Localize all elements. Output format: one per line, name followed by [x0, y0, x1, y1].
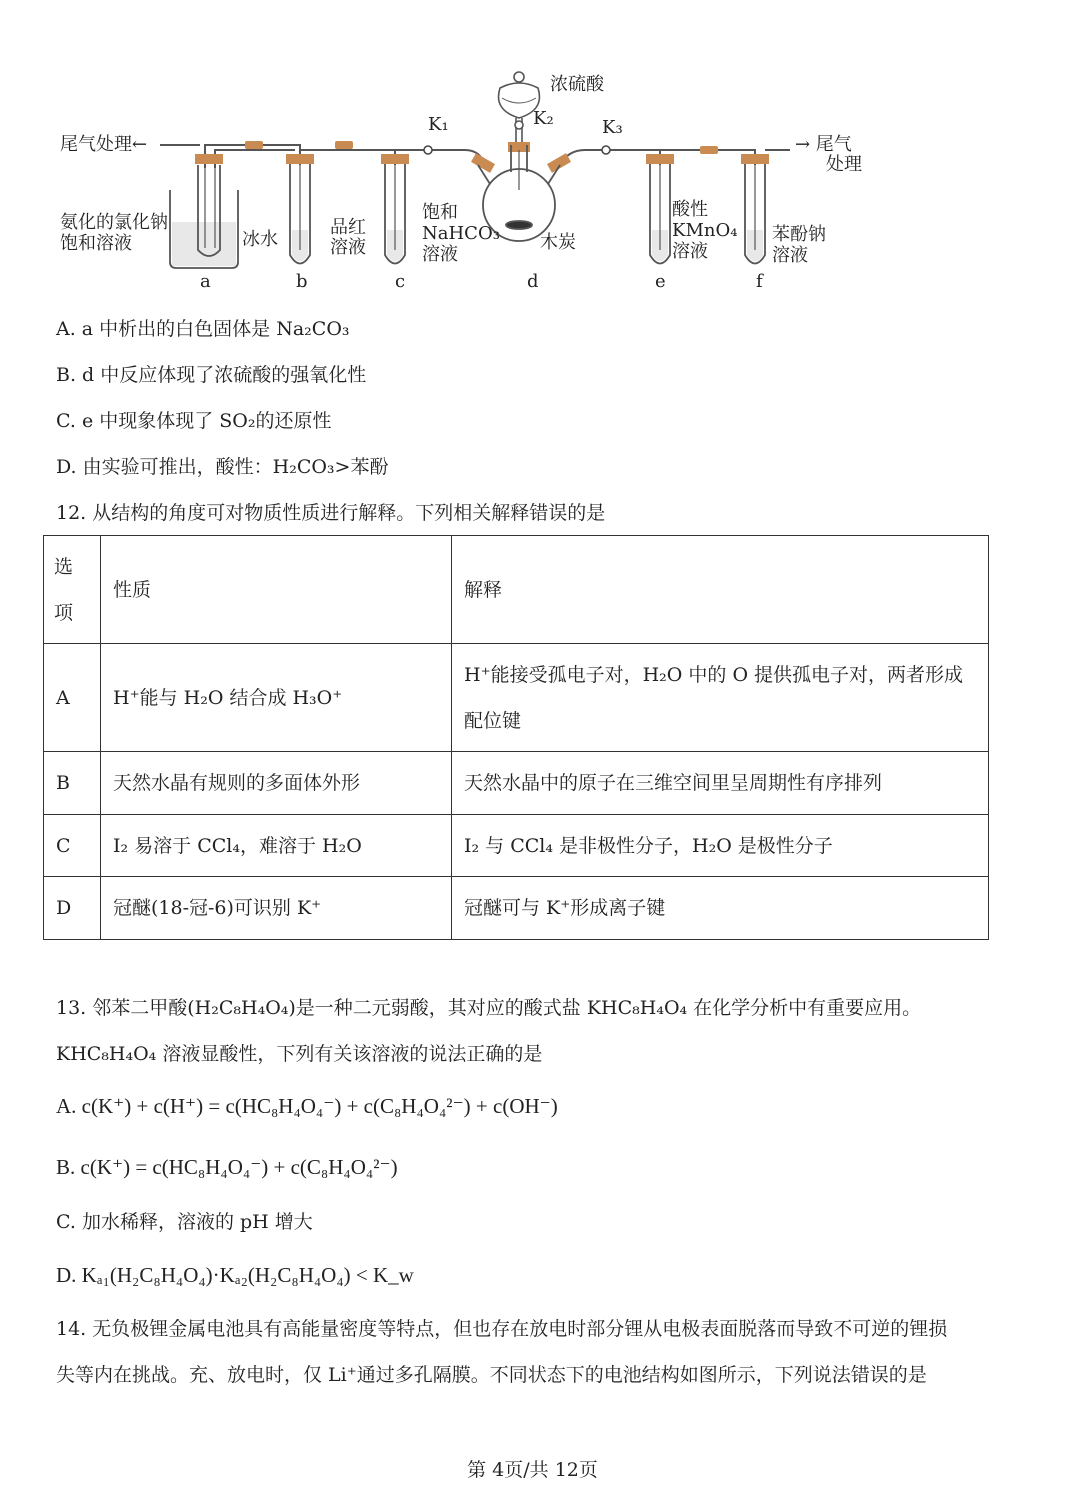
- label-nahco3-2: NaHCO₃: [422, 223, 500, 244]
- q11-option-a: A. a 中析出的白色固体是 Na₂CO₃: [56, 318, 350, 340]
- row-c-option: C: [44, 815, 101, 877]
- label-conc-h2so4: 浓硫酸: [550, 74, 604, 95]
- label-nahco3-3: 溶液: [422, 244, 458, 265]
- label-charcoal: 木炭: [540, 232, 576, 253]
- label-k2: K₂: [533, 108, 554, 129]
- row-a-explanation: H⁺能接受孤电子对，H₂O 中的 O 提供孤电子对，两者形成配位键: [452, 644, 989, 752]
- valve-k1: [424, 146, 432, 154]
- label-ammonia-nacl-1: 氨化的氯化钠: [60, 212, 168, 233]
- row-c-property: I₂ 易溶于 CCl₄，难溶于 H₂O: [101, 815, 452, 877]
- table-row: [44, 644, 989, 752]
- vessel-letter-f: f: [756, 271, 763, 292]
- q12-stem: 12. 从结构的角度可对物质性质进行解释。下列相关解释错误的是: [56, 502, 606, 524]
- apparatus-diagram: [0, 0, 1065, 300]
- row-b-property: 天然水晶有规则的多面体外形: [101, 752, 452, 815]
- row-b-explanation: 天然水晶中的原子在三维空间里呈周期性有序排列: [452, 752, 989, 815]
- q11-option-d: D. 由实验可推出，酸性：H₂CO₃>苯酚: [56, 456, 389, 478]
- label-ice-water: 冰水: [242, 229, 278, 250]
- page-footer: 第 4页/共 12页: [467, 1459, 598, 1481]
- table-row: [44, 815, 989, 877]
- vessel-letter-c: c: [395, 271, 406, 292]
- label-phenolate-1: 苯酚钠: [772, 224, 826, 245]
- label-tail-left: 尾气处理←: [60, 134, 148, 155]
- vessel-letter-d: d: [527, 271, 539, 292]
- q13-option-c: C. 加水稀释，溶液的 pH 增大: [56, 1211, 313, 1233]
- q14-stem-line-2: 失等内在挑战。充、放电时，仅 Li⁺通过多孔隔膜。不同状态下的电池结构如图所示，下列说法错误的是: [56, 1364, 927, 1386]
- row-a-property: H⁺能与 H₂O 结合成 H₃O⁺: [101, 644, 452, 752]
- label-pinhong-1: 品红: [330, 217, 366, 238]
- row-d-option: D: [44, 877, 101, 940]
- q13-option-b: B. c(K⁺) = c(HC₈H₄O₄⁻) + c(C₈H₄O₄²⁻): [56, 1155, 398, 1179]
- vessel-letter-e: e: [655, 271, 666, 292]
- q13-stem-line-1: 13. 邻苯二甲酸(H₂C₈H₄O₄)是一种二元弱酸，其对应的酸式盐 KHC₈H₄O₄ 在化学分析中有重要应用。: [56, 997, 922, 1019]
- table-row: [44, 877, 989, 940]
- header-explanation: 解释: [452, 536, 989, 644]
- label-kmno4-3: 溶液: [672, 241, 708, 262]
- label-pinhong-2: 溶液: [330, 237, 366, 258]
- valve-k3: [602, 146, 610, 154]
- q13-stem-line-2: KHC₈H₄O₄ 溶液显酸性，下列有关该溶液的说法正确的是: [56, 1043, 543, 1065]
- q14-stem-line-1: 14. 无负极锂金属电池具有高能量密度等特点，但也存在放电时部分锂从电极表面脱落而导致不可逆的锂损: [56, 1318, 948, 1340]
- label-k3: K₃: [602, 117, 623, 138]
- beaker-a: [170, 165, 238, 268]
- label-phenolate-2: 溶液: [772, 245, 808, 266]
- label-kmno4-1: 酸性: [672, 199, 708, 220]
- label-k1: K₁: [428, 114, 449, 135]
- label-tail-right-2: 处理: [826, 154, 862, 175]
- vessel-letter-b: b: [296, 271, 308, 292]
- label-nahco3-1: 饱和: [422, 202, 458, 223]
- label-tail-right-1: → 尾气: [795, 134, 852, 155]
- vessel-letter-a: a: [200, 271, 211, 292]
- header-property: 性质: [101, 536, 452, 644]
- label-ammonia-nacl-2: 饱和溶液: [60, 233, 132, 254]
- q13-option-d: D. Kₐ₁(H₂C₈H₄O₄)·Kₐ₂(H₂C₈H₄O₄) < K_w: [56, 1263, 414, 1287]
- table-header-row: [44, 536, 989, 644]
- q11-option-b: B. d 中反应体现了浓硫酸的强氧化性: [56, 364, 367, 386]
- label-kmno4-2: KMnO₄: [672, 220, 738, 241]
- header-option: 选项: [44, 536, 101, 644]
- table-row: [44, 752, 989, 815]
- row-c-explanation: I₂ 与 CCl₄ 是非极性分子，H₂O 是极性分子: [452, 815, 989, 877]
- q11-option-c: C. e 中现象体现了 SO₂的还原性: [56, 410, 332, 432]
- row-d-property: 冠醚(18-冠-6)可识别 K⁺: [101, 877, 452, 940]
- q13-option-a: A. c(K⁺) + c(H⁺) = c(HC₈H₄O₄⁻) + c(C₈H₄O₄²⁻) + c(OH⁻): [56, 1094, 558, 1118]
- q12-table: [43, 535, 989, 940]
- separatory-funnel: [499, 72, 540, 142]
- row-a-option: A: [44, 644, 101, 752]
- row-d-explanation: 冠醚可与 K⁺形成离子键: [452, 877, 989, 940]
- row-b-option: B: [44, 752, 101, 815]
